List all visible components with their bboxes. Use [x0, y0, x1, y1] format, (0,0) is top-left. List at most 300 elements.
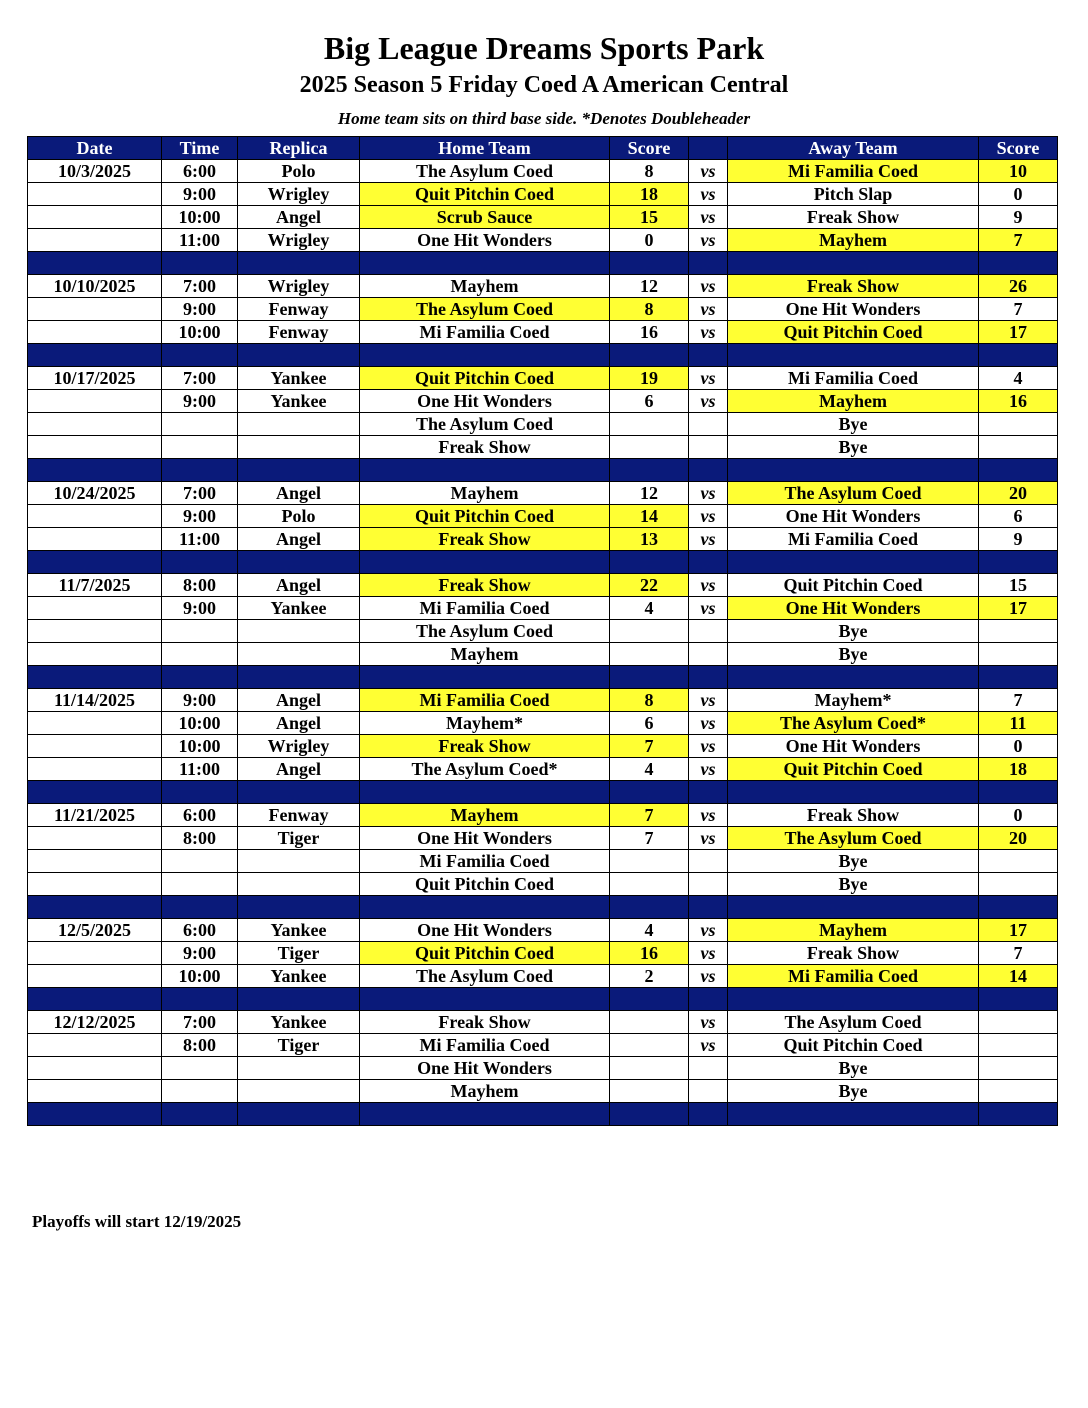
- date-cell: 12/12/2025: [28, 1011, 162, 1034]
- away-team-cell: Mi Familia Coed: [728, 160, 979, 183]
- separator-cell: [979, 252, 1058, 275]
- game-row: [28, 758, 1058, 781]
- separator-cell: [979, 988, 1058, 1011]
- away-team-cell: Mayhem: [728, 390, 979, 413]
- home-score-cell: [610, 873, 689, 896]
- separator-cell: [728, 551, 979, 574]
- separator-cell: [360, 459, 610, 482]
- col-replica: Replica: [238, 137, 360, 160]
- vs-cell: vs: [689, 505, 728, 528]
- replica-cell: Wrigley: [238, 735, 360, 758]
- week-separator: [28, 666, 1058, 689]
- vs-cell: vs: [689, 827, 728, 850]
- vs-cell: vs: [689, 482, 728, 505]
- home-team-cell: Mi Familia Coed: [360, 321, 610, 344]
- week-separator: [28, 896, 1058, 919]
- replica-cell: Wrigley: [238, 275, 360, 298]
- time-cell: [162, 850, 238, 873]
- time-cell: 9:00: [162, 298, 238, 321]
- replica-cell: Fenway: [238, 298, 360, 321]
- date-cell: [28, 1057, 162, 1080]
- replica-cell: Yankee: [238, 390, 360, 413]
- home-team-cell: The Asylum Coed*: [360, 758, 610, 781]
- replica-cell: Polo: [238, 505, 360, 528]
- game-row: [28, 1011, 1058, 1034]
- away-team-cell: Freak Show: [728, 804, 979, 827]
- separator-cell: [360, 252, 610, 275]
- separator-cell: [360, 1103, 610, 1126]
- time-cell: [162, 620, 238, 643]
- time-cell: 10:00: [162, 965, 238, 988]
- page-title: Big League Dreams Sports Park: [323, 30, 765, 66]
- separator-cell: [162, 988, 238, 1011]
- away-score-cell: 0: [979, 735, 1058, 758]
- away-team-cell: Bye: [728, 436, 979, 459]
- home-team-cell: Mayhem*: [360, 712, 610, 735]
- away-team-cell: Quit Pitchin Coed: [728, 574, 979, 597]
- separator-cell: [28, 1103, 162, 1126]
- time-cell: [162, 643, 238, 666]
- time-cell: 7:00: [162, 482, 238, 505]
- home-team-cell: Freak Show: [360, 735, 610, 758]
- date-cell: [28, 712, 162, 735]
- vs-cell: vs: [689, 1034, 728, 1057]
- col-time: Time: [162, 137, 238, 160]
- away-team-cell: Mayhem*: [728, 689, 979, 712]
- date-cell: [28, 390, 162, 413]
- home-team-cell: One Hit Wonders: [360, 390, 610, 413]
- replica-cell: Tiger: [238, 942, 360, 965]
- separator-cell: [28, 988, 162, 1011]
- home-team-cell: The Asylum Coed: [360, 965, 610, 988]
- away-team-cell: One Hit Wonders: [728, 298, 979, 321]
- home-team-cell: Freak Show: [360, 1011, 610, 1034]
- replica-cell: [238, 413, 360, 436]
- separator-cell: [238, 551, 360, 574]
- home-team-cell: Quit Pitchin Coed: [360, 505, 610, 528]
- replica-cell: Angel: [238, 758, 360, 781]
- home-score-cell: 6: [610, 390, 689, 413]
- bye-row: [28, 873, 1058, 896]
- replica-cell: Wrigley: [238, 183, 360, 206]
- date-cell: [28, 1034, 162, 1057]
- home-team-cell: The Asylum Coed: [360, 160, 610, 183]
- home-score-cell: [610, 1080, 689, 1103]
- time-cell: 10:00: [162, 206, 238, 229]
- away-score-cell: 14: [979, 965, 1058, 988]
- week-separator: [28, 252, 1058, 275]
- separator-cell: [28, 781, 162, 804]
- replica-cell: [238, 436, 360, 459]
- date-cell: [28, 942, 162, 965]
- replica-cell: Tiger: [238, 1034, 360, 1057]
- separator-cell: [610, 459, 689, 482]
- date-cell: [28, 643, 162, 666]
- home-score-cell: [610, 436, 689, 459]
- replica-cell: [238, 1057, 360, 1080]
- separator-cell: [728, 459, 979, 482]
- away-score-cell: 7: [979, 689, 1058, 712]
- col-home-team: Home Team: [360, 137, 610, 160]
- home-score-cell: 16: [610, 321, 689, 344]
- away-team-cell: Mi Familia Coed: [728, 367, 979, 390]
- vs-cell: [689, 1080, 728, 1103]
- replica-cell: Angel: [238, 712, 360, 735]
- date-cell: [28, 183, 162, 206]
- away-team-cell: Bye: [728, 643, 979, 666]
- bye-row: [28, 1057, 1058, 1080]
- col-date: Date: [28, 137, 162, 160]
- game-row: [28, 735, 1058, 758]
- away-score-cell: 7: [979, 229, 1058, 252]
- separator-cell: [162, 1103, 238, 1126]
- away-score-cell: 18: [979, 758, 1058, 781]
- game-row: [28, 712, 1058, 735]
- away-team-cell: Bye: [728, 1080, 979, 1103]
- home-team-cell: Quit Pitchin Coed: [360, 183, 610, 206]
- away-team-cell: Freak Show: [728, 206, 979, 229]
- separator-cell: [728, 344, 979, 367]
- replica-cell: [238, 1080, 360, 1103]
- away-score-cell: 26: [979, 275, 1058, 298]
- away-score-cell: [979, 1011, 1058, 1034]
- time-cell: 11:00: [162, 758, 238, 781]
- vs-cell: vs: [689, 712, 728, 735]
- vs-cell: vs: [689, 206, 728, 229]
- away-score-cell: 15: [979, 574, 1058, 597]
- replica-cell: [238, 643, 360, 666]
- home-team-cell: Mayhem: [360, 482, 610, 505]
- time-cell: 6:00: [162, 804, 238, 827]
- separator-cell: [610, 551, 689, 574]
- separator-cell: [689, 459, 728, 482]
- game-row: [28, 229, 1058, 252]
- replica-cell: Angel: [238, 574, 360, 597]
- vs-cell: [689, 620, 728, 643]
- home-team-cell: The Asylum Coed: [360, 413, 610, 436]
- vs-cell: vs: [689, 321, 728, 344]
- game-row: [28, 482, 1058, 505]
- time-cell: 6:00: [162, 919, 238, 942]
- date-cell: [28, 505, 162, 528]
- separator-cell: [689, 896, 728, 919]
- schedule-note: Home team sits on third base side. *Denotes Doubleheader: [337, 109, 751, 128]
- replica-cell: [238, 620, 360, 643]
- home-score-cell: 13: [610, 528, 689, 551]
- separator-cell: [689, 988, 728, 1011]
- separator-cell: [689, 1103, 728, 1126]
- separator-cell: [162, 896, 238, 919]
- away-score-cell: 10: [979, 160, 1058, 183]
- away-team-cell: Freak Show: [728, 275, 979, 298]
- vs-cell: vs: [689, 735, 728, 758]
- home-score-cell: [610, 413, 689, 436]
- separator-cell: [238, 988, 360, 1011]
- home-team-cell: Quit Pitchin Coed: [360, 942, 610, 965]
- home-score-cell: [610, 1034, 689, 1057]
- separator-cell: [610, 988, 689, 1011]
- separator-cell: [728, 988, 979, 1011]
- separator-cell: [728, 1103, 979, 1126]
- home-score-cell: [610, 850, 689, 873]
- time-cell: [162, 436, 238, 459]
- away-team-cell: One Hit Wonders: [728, 597, 979, 620]
- time-cell: 9:00: [162, 597, 238, 620]
- time-cell: [162, 1057, 238, 1080]
- time-cell: 6:00: [162, 160, 238, 183]
- separator-cell: [728, 781, 979, 804]
- game-row: [28, 160, 1058, 183]
- date-cell: [28, 436, 162, 459]
- home-score-cell: 12: [610, 482, 689, 505]
- home-team-cell: One Hit Wonders: [360, 827, 610, 850]
- vs-cell: vs: [689, 275, 728, 298]
- home-score-cell: 8: [610, 689, 689, 712]
- separator-cell: [979, 551, 1058, 574]
- vs-cell: [689, 1057, 728, 1080]
- vs-cell: vs: [689, 965, 728, 988]
- home-score-cell: 14: [610, 505, 689, 528]
- home-team-cell: Mayhem: [360, 804, 610, 827]
- vs-cell: vs: [689, 689, 728, 712]
- away-score-cell: [979, 1080, 1058, 1103]
- home-team-cell: The Asylum Coed: [360, 620, 610, 643]
- separator-cell: [238, 781, 360, 804]
- date-cell: [28, 229, 162, 252]
- away-score-cell: 9: [979, 206, 1058, 229]
- separator-cell: [162, 551, 238, 574]
- time-cell: 10:00: [162, 735, 238, 758]
- away-score-cell: [979, 643, 1058, 666]
- date-cell: [28, 597, 162, 620]
- home-team-cell: Mi Familia Coed: [360, 850, 610, 873]
- time-cell: 8:00: [162, 574, 238, 597]
- home-score-cell: 12: [610, 275, 689, 298]
- separator-cell: [28, 551, 162, 574]
- separator-cell: [360, 988, 610, 1011]
- away-team-cell: Bye: [728, 850, 979, 873]
- away-score-cell: 7: [979, 942, 1058, 965]
- time-cell: [162, 413, 238, 436]
- away-score-cell: 17: [979, 321, 1058, 344]
- date-cell: [28, 413, 162, 436]
- vs-cell: [689, 850, 728, 873]
- separator-cell: [979, 781, 1058, 804]
- separator-cell: [162, 252, 238, 275]
- vs-cell: [689, 643, 728, 666]
- separator-cell: [610, 252, 689, 275]
- replica-cell: Fenway: [238, 321, 360, 344]
- home-score-cell: [610, 643, 689, 666]
- replica-cell: Angel: [238, 689, 360, 712]
- game-row: [28, 942, 1058, 965]
- game-row: [28, 965, 1058, 988]
- separator-cell: [728, 252, 979, 275]
- separator-cell: [238, 252, 360, 275]
- vs-cell: vs: [689, 942, 728, 965]
- away-score-cell: 9: [979, 528, 1058, 551]
- separator-cell: [28, 252, 162, 275]
- col-home-score: Score: [610, 137, 689, 160]
- home-score-cell: 6: [610, 712, 689, 735]
- separator-cell: [360, 896, 610, 919]
- away-team-cell: The Asylum Coed: [728, 827, 979, 850]
- home-score-cell: 8: [610, 160, 689, 183]
- time-cell: [162, 1080, 238, 1103]
- game-row: [28, 597, 1058, 620]
- separator-cell: [610, 1103, 689, 1126]
- away-score-cell: 20: [979, 827, 1058, 850]
- time-cell: 7:00: [162, 367, 238, 390]
- separator-cell: [360, 344, 610, 367]
- time-cell: 7:00: [162, 275, 238, 298]
- date-cell: 10/3/2025: [28, 160, 162, 183]
- time-cell: 8:00: [162, 827, 238, 850]
- vs-cell: vs: [689, 1011, 728, 1034]
- replica-cell: Fenway: [238, 804, 360, 827]
- home-score-cell: 7: [610, 827, 689, 850]
- away-team-cell: One Hit Wonders: [728, 735, 979, 758]
- separator-cell: [689, 666, 728, 689]
- game-row: [28, 367, 1058, 390]
- home-score-cell: 18: [610, 183, 689, 206]
- home-score-cell: 16: [610, 942, 689, 965]
- time-cell: 11:00: [162, 528, 238, 551]
- away-team-cell: Bye: [728, 620, 979, 643]
- home-score-cell: 7: [610, 804, 689, 827]
- date-cell: [28, 206, 162, 229]
- away-team-cell: One Hit Wonders: [728, 505, 979, 528]
- away-team-cell: Mi Familia Coed: [728, 965, 979, 988]
- vs-cell: [689, 436, 728, 459]
- away-score-cell: [979, 1034, 1058, 1057]
- separator-cell: [689, 551, 728, 574]
- separator-cell: [979, 1103, 1058, 1126]
- vs-cell: vs: [689, 390, 728, 413]
- game-row: [28, 1034, 1058, 1057]
- away-team-cell: Bye: [728, 1057, 979, 1080]
- date-cell: [28, 758, 162, 781]
- away-team-cell: Mi Familia Coed: [728, 528, 979, 551]
- time-cell: 7:00: [162, 1011, 238, 1034]
- time-cell: 9:00: [162, 942, 238, 965]
- date-cell: [28, 850, 162, 873]
- away-team-cell: Quit Pitchin Coed: [728, 758, 979, 781]
- home-team-cell: Mi Familia Coed: [360, 1034, 610, 1057]
- away-score-cell: 6: [979, 505, 1058, 528]
- bye-row: [28, 1080, 1058, 1103]
- away-team-cell: The Asylum Coed*: [728, 712, 979, 735]
- separator-cell: [28, 666, 162, 689]
- date-cell: [28, 1080, 162, 1103]
- replica-cell: Wrigley: [238, 229, 360, 252]
- home-team-cell: Scrub Sauce: [360, 206, 610, 229]
- game-row: [28, 390, 1058, 413]
- away-score-cell: 17: [979, 919, 1058, 942]
- vs-cell: [689, 413, 728, 436]
- game-row: [28, 689, 1058, 712]
- away-score-cell: [979, 436, 1058, 459]
- time-cell: [162, 873, 238, 896]
- date-cell: 10/24/2025: [28, 482, 162, 505]
- home-team-cell: Mayhem: [360, 1080, 610, 1103]
- home-score-cell: [610, 1057, 689, 1080]
- away-score-cell: 0: [979, 804, 1058, 827]
- date-cell: [28, 321, 162, 344]
- away-score-cell: 4: [979, 367, 1058, 390]
- home-team-cell: Mayhem: [360, 275, 610, 298]
- home-score-cell: 2: [610, 965, 689, 988]
- date-cell: 11/14/2025: [28, 689, 162, 712]
- game-row: [28, 804, 1058, 827]
- away-score-cell: [979, 620, 1058, 643]
- date-cell: 12/5/2025: [28, 919, 162, 942]
- game-row: [28, 206, 1058, 229]
- home-team-cell: Freak Show: [360, 528, 610, 551]
- week-separator: [28, 988, 1058, 1011]
- replica-cell: Yankee: [238, 1011, 360, 1034]
- time-cell: 9:00: [162, 390, 238, 413]
- separator-cell: [979, 666, 1058, 689]
- separator-cell: [360, 551, 610, 574]
- vs-cell: vs: [689, 229, 728, 252]
- week-separator: [28, 1103, 1058, 1126]
- time-cell: 9:00: [162, 183, 238, 206]
- separator-cell: [689, 781, 728, 804]
- separator-cell: [28, 459, 162, 482]
- replica-cell: [238, 873, 360, 896]
- separator-cell: [28, 896, 162, 919]
- week-separator: [28, 781, 1058, 804]
- away-score-cell: [979, 873, 1058, 896]
- date-cell: [28, 965, 162, 988]
- home-team-cell: One Hit Wonders: [360, 919, 610, 942]
- away-score-cell: 16: [979, 390, 1058, 413]
- separator-cell: [610, 781, 689, 804]
- game-row: [28, 321, 1058, 344]
- away-score-cell: 7: [979, 298, 1058, 321]
- separator-cell: [162, 666, 238, 689]
- vs-cell: vs: [689, 574, 728, 597]
- week-separator: [28, 344, 1058, 367]
- home-team-cell: The Asylum Coed: [360, 298, 610, 321]
- separator-cell: [979, 896, 1058, 919]
- home-team-cell: One Hit Wonders: [360, 1057, 610, 1080]
- separator-cell: [238, 666, 360, 689]
- away-team-cell: Mayhem: [728, 229, 979, 252]
- week-separator: [28, 459, 1058, 482]
- home-score-cell: [610, 620, 689, 643]
- away-team-cell: Bye: [728, 873, 979, 896]
- game-row: [28, 505, 1058, 528]
- separator-cell: [238, 344, 360, 367]
- date-cell: [28, 620, 162, 643]
- date-cell: [28, 528, 162, 551]
- away-score-cell: [979, 850, 1058, 873]
- separator-cell: [610, 666, 689, 689]
- separator-cell: [360, 666, 610, 689]
- vs-cell: vs: [689, 298, 728, 321]
- away-score-cell: 20: [979, 482, 1058, 505]
- date-cell: [28, 873, 162, 896]
- away-team-cell: The Asylum Coed: [728, 1011, 979, 1034]
- date-cell: 10/10/2025: [28, 275, 162, 298]
- separator-cell: [238, 1103, 360, 1126]
- season-subtitle: 2025 Season 5 Friday Coed A American Central: [299, 72, 789, 98]
- time-cell: 10:00: [162, 321, 238, 344]
- separator-cell: [610, 344, 689, 367]
- separator-cell: [610, 896, 689, 919]
